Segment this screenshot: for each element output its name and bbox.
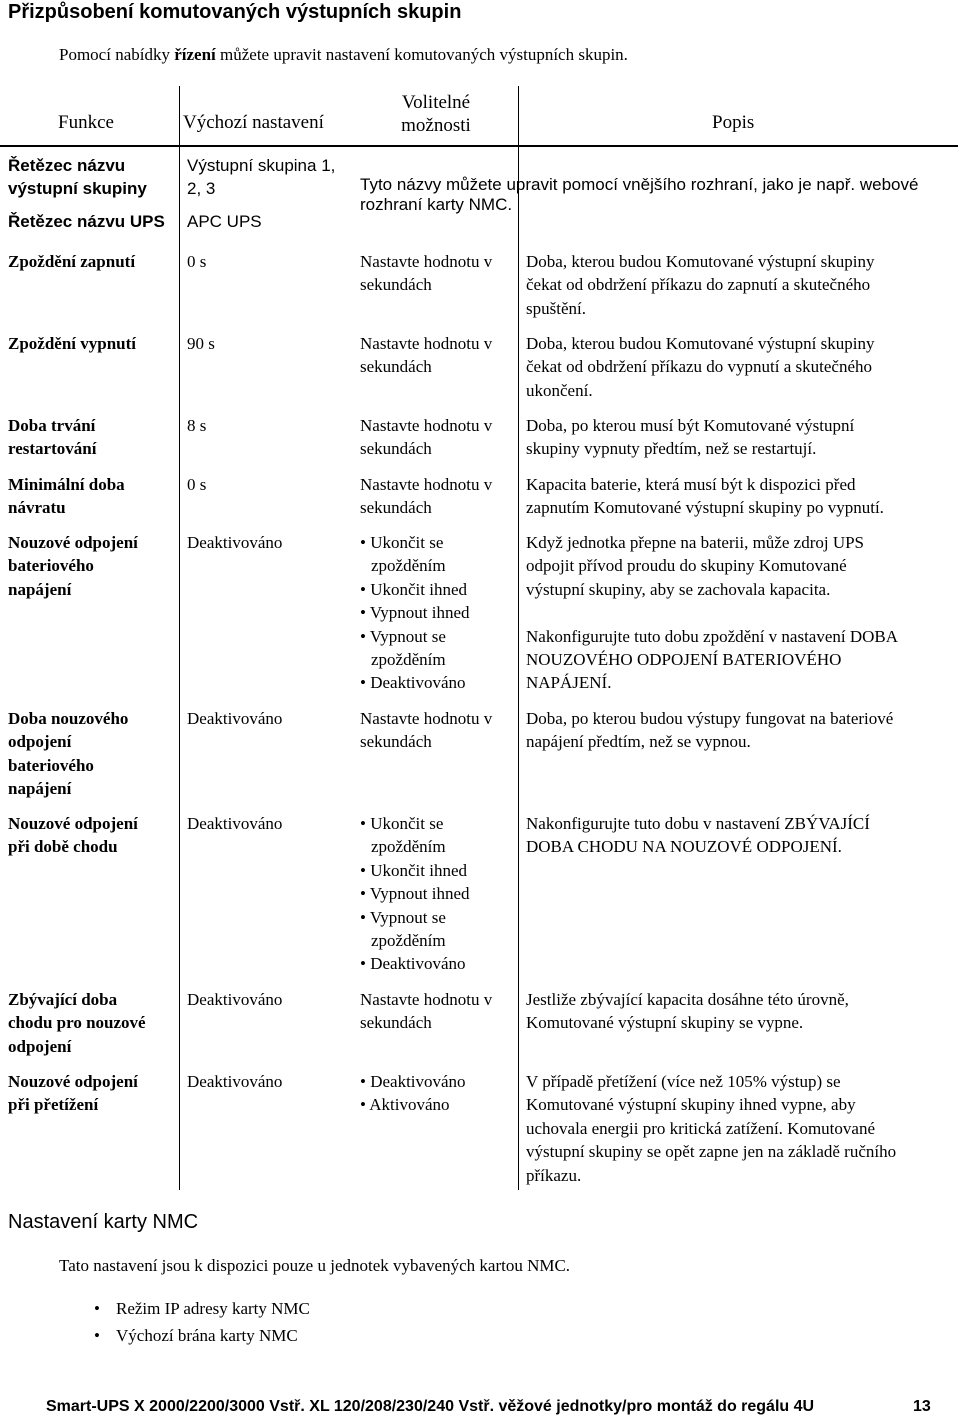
row-options bbox=[360, 707, 492, 754]
row-description bbox=[526, 250, 874, 320]
nmc-section-intro: Tato nastavení jsou k dispozici pouze u jednotek vybavených kartou NMC. bbox=[59, 1256, 571, 1275]
header-options-line2: možnosti bbox=[401, 115, 471, 136]
row-function-line: restartování bbox=[8, 439, 97, 459]
row-description-line: Doba, po kterou budou výstupy fungovat na bateriové bbox=[526, 709, 894, 728]
row-option-line: • Ukončit ihned bbox=[360, 860, 467, 880]
row-option-line: zpožděním bbox=[371, 650, 446, 670]
outlet-group-name-default bbox=[187, 154, 335, 200]
row-option-line: • Vypnout ihned bbox=[360, 884, 470, 904]
row-default: 0 s bbox=[187, 475, 207, 494]
page-number: 13 bbox=[913, 1398, 931, 1415]
row-function bbox=[8, 707, 128, 801]
row-default: Deaktivováno bbox=[187, 533, 283, 552]
row-function bbox=[8, 473, 125, 520]
row-option-line: • Ukončit ihned bbox=[360, 579, 467, 599]
row-option-line: zpožděním bbox=[371, 931, 446, 951]
row-description-line bbox=[526, 601, 898, 624]
row-default: 0 s bbox=[187, 252, 207, 271]
row-function-line: Zpoždění vypnutí bbox=[8, 334, 137, 353]
row-description bbox=[526, 531, 898, 695]
row-options bbox=[360, 414, 492, 461]
row-option-line: Nastavte hodnotu v bbox=[360, 709, 493, 728]
row-function-line: Doba nouzového bbox=[8, 709, 129, 728]
row-description-line: příkazu. bbox=[526, 1165, 582, 1185]
row-option-line: • Vypnout se bbox=[360, 626, 446, 646]
row-function-line: při době chodu bbox=[8, 837, 118, 857]
row-option-line: • Deaktivováno bbox=[360, 1072, 466, 1091]
row-function-line: při přetížení bbox=[8, 1095, 99, 1115]
name-rows-description bbox=[360, 175, 955, 215]
row-options bbox=[360, 250, 492, 297]
row-function bbox=[8, 1070, 138, 1117]
outlet-group-default-line1: Výstupní skupina 1, bbox=[187, 156, 336, 175]
row-description-line: Doba, po kterou musí být Komutované výstupní bbox=[526, 416, 855, 435]
row-function-line: Doba trvání bbox=[8, 416, 96, 435]
outlet-group-name-label bbox=[8, 154, 147, 200]
row-function-line: Zbývající doba bbox=[8, 990, 118, 1009]
nmc-list-item: • Režim IP adresy karty NMC bbox=[94, 1295, 310, 1322]
row-description-line: výstupní skupiny se opět zapne jen na základě ručního bbox=[526, 1142, 897, 1162]
row-default: 8 s bbox=[187, 416, 207, 435]
row-description-line: uchovala energii pro kritická zatížení. Komutované bbox=[526, 1118, 875, 1138]
row-option-line: Nastavte hodnotu v bbox=[360, 990, 493, 1009]
row-option-line: • Deaktivováno bbox=[360, 954, 466, 974]
row-option-line: zpožděním bbox=[371, 556, 446, 576]
row-default: Deaktivováno bbox=[187, 1072, 283, 1091]
row-description-line: NAPÁJENÍ. bbox=[526, 673, 612, 693]
row-description bbox=[526, 414, 854, 461]
header-default: Výchozí nastavení bbox=[183, 112, 324, 133]
row-option-line: • Vypnout ihned bbox=[360, 603, 470, 623]
row-options bbox=[360, 1070, 466, 1117]
header-divider bbox=[0, 145, 958, 147]
intro-paragraph bbox=[59, 45, 628, 65]
row-function bbox=[8, 414, 96, 461]
row-description bbox=[526, 812, 870, 859]
nmc-list-item: • Výchozí brána karty NMC bbox=[94, 1322, 310, 1349]
row-description-line: DOBA CHODU NA NOUZOVÉ ODPOJENÍ. bbox=[526, 837, 842, 857]
row-default: Deaktivováno bbox=[187, 709, 283, 728]
nmc-settings-list bbox=[94, 1295, 310, 1349]
row-description-line: čekat od obdržení příkazu do vypnutí a skutečného bbox=[526, 357, 873, 377]
nmc-section-title: Nastavení karty NMC bbox=[8, 1211, 199, 1233]
row-option-line: Nastavte hodnotu v bbox=[360, 416, 493, 435]
row-options bbox=[360, 531, 470, 695]
row-option-line: Nastavte hodnotu v bbox=[360, 252, 493, 271]
row-function-line: Nouzové odpojení bbox=[8, 1072, 138, 1091]
row-option-line: sekundách bbox=[360, 275, 432, 295]
section-title: Přizpůsobení komutovaných výstupních skupin bbox=[8, 1, 462, 23]
row-description-line: V případě přetížení (více než 105% výstup) se bbox=[526, 1072, 841, 1091]
row-function-line: Zpoždění zapnutí bbox=[8, 252, 136, 271]
row-description-line: NOUZOVÉHO ODPOJENÍ BATERIOVÉHO bbox=[526, 650, 842, 670]
row-function bbox=[8, 332, 136, 355]
row-options bbox=[360, 812, 470, 976]
row-function-line: chodu pro nouzové bbox=[8, 1013, 146, 1033]
row-description-line: skupiny vypnuty předtím, než se restartují. bbox=[526, 439, 817, 459]
row-description-line: Nakonfigurujte tuto dobu v nastavení ZBÝVAJÍCÍ bbox=[526, 814, 870, 833]
row-option-line: • Deaktivováno bbox=[360, 673, 466, 693]
row-description-line: Doba, kterou budou Komutované výstupní skupiny bbox=[526, 334, 875, 353]
row-description-line: Komutované výstupní skupiny se vypne. bbox=[526, 1013, 804, 1033]
row-option-line: • Ukončit se bbox=[360, 533, 444, 552]
column-divider-right bbox=[518, 86, 519, 1190]
name-rows-description-line1: Tyto názvy můžete upravit pomocí vnějšího rozhraní, jako je např. webové bbox=[360, 175, 919, 194]
ups-name-default: APC UPS bbox=[187, 212, 262, 231]
outlet-group-name-line2: výstupní skupiny bbox=[8, 179, 147, 198]
row-description bbox=[526, 988, 849, 1035]
row-function-line: Nouzové odpojení bbox=[8, 814, 138, 833]
row-description-line: Doba, kterou budou Komutované výstupní skupiny bbox=[526, 252, 875, 271]
intro-suffix: můžete upravit nastavení komutovaných výstupních skupin. bbox=[215, 45, 628, 64]
intro-prefix: Pomocí nabídky bbox=[59, 45, 175, 64]
intro-emphasis: řízení bbox=[174, 45, 216, 64]
name-rows-description-line2: rozhraní karty NMC. bbox=[360, 195, 513, 214]
row-description bbox=[526, 332, 874, 402]
row-description bbox=[526, 473, 884, 520]
row-function bbox=[8, 250, 135, 273]
row-option-line: • Vypnout se bbox=[360, 907, 446, 927]
header-description: Popis bbox=[712, 112, 755, 133]
footer-product: Smart-UPS X 2000/2200/3000 Vstř. XL 120/208/230/240 Vstř. věžové jednotky/pro montáž do regálu 4U bbox=[46, 1398, 815, 1415]
row-function bbox=[8, 812, 138, 859]
row-description bbox=[526, 1070, 896, 1187]
row-option-line: Nastavte hodnotu v bbox=[360, 475, 493, 494]
row-description-line: výstupní skupiny, aby se zachovala kapacita. bbox=[526, 579, 831, 599]
row-description-line: spuštění. bbox=[526, 298, 586, 318]
row-option-line: sekundách bbox=[360, 498, 432, 518]
row-options bbox=[360, 988, 492, 1035]
row-option-line: • Aktivováno bbox=[360, 1095, 450, 1115]
row-function-line: Minimální doba bbox=[8, 475, 125, 494]
row-default: Deaktivováno bbox=[187, 990, 283, 1009]
ups-name-label: Řetězec názvu UPS bbox=[8, 212, 165, 231]
outlet-group-name-line1: Řetězec názvu bbox=[8, 156, 126, 175]
row-description-line: Jestliže zbývající kapacita dosáhne této úrovně, bbox=[526, 990, 849, 1009]
row-description-line: odpojit přívod proudu do skupiny Komutované bbox=[526, 556, 847, 576]
header-options-line1: Volitelné bbox=[401, 92, 471, 113]
row-description-line: ukončení. bbox=[526, 380, 593, 400]
row-function-line: odpojení bbox=[8, 1036, 72, 1056]
row-default: Deaktivováno bbox=[187, 814, 283, 833]
row-function-line: napájení bbox=[8, 779, 72, 799]
row-option-line: zpožděním bbox=[371, 837, 446, 857]
column-divider-left bbox=[179, 86, 180, 1190]
row-function-line: odpojení bbox=[8, 732, 72, 752]
row-function bbox=[8, 531, 138, 601]
row-description-line: Když jednotka přepne na baterii, může zdroj UPS bbox=[526, 533, 865, 552]
row-description-line: zapnutím Komutované výstupní skupiny po vypnutí. bbox=[526, 498, 884, 518]
row-option-line: sekundách bbox=[360, 732, 432, 752]
row-option-line: • Ukončit se bbox=[360, 814, 444, 833]
row-option-line: sekundách bbox=[360, 439, 432, 459]
row-description bbox=[526, 707, 893, 754]
header-function: Funkce bbox=[58, 112, 114, 133]
row-options bbox=[360, 332, 492, 379]
row-default: 90 s bbox=[187, 334, 215, 353]
row-options bbox=[360, 473, 492, 520]
row-function bbox=[8, 988, 146, 1058]
row-option-line: Nastavte hodnotu v bbox=[360, 334, 493, 353]
row-description-line: čekat od obdržení příkazu do zapnutí a skutečného bbox=[526, 275, 871, 295]
row-description-line: Nakonfigurujte tuto dobu zpoždění v nastavení DOBA bbox=[526, 626, 899, 646]
row-description-line: Kapacita baterie, která musí být k dispozici před bbox=[526, 475, 856, 494]
row-description-line: napájení předtím, než se vypnou. bbox=[526, 732, 751, 752]
row-function-line: Nouzové odpojení bbox=[8, 533, 138, 552]
row-function-line: návratu bbox=[8, 498, 66, 518]
row-function-line: bateriového bbox=[8, 755, 94, 775]
outlet-group-default-line2: 2, 3 bbox=[187, 179, 216, 198]
header-options bbox=[360, 91, 512, 137]
row-description-line: Komutované výstupní skupiny ihned vypne, aby bbox=[526, 1095, 856, 1115]
row-option-line: sekundách bbox=[360, 1013, 432, 1033]
row-function-line: bateriového bbox=[8, 556, 94, 576]
row-function-line: napájení bbox=[8, 579, 72, 599]
row-option-line: sekundách bbox=[360, 357, 432, 377]
